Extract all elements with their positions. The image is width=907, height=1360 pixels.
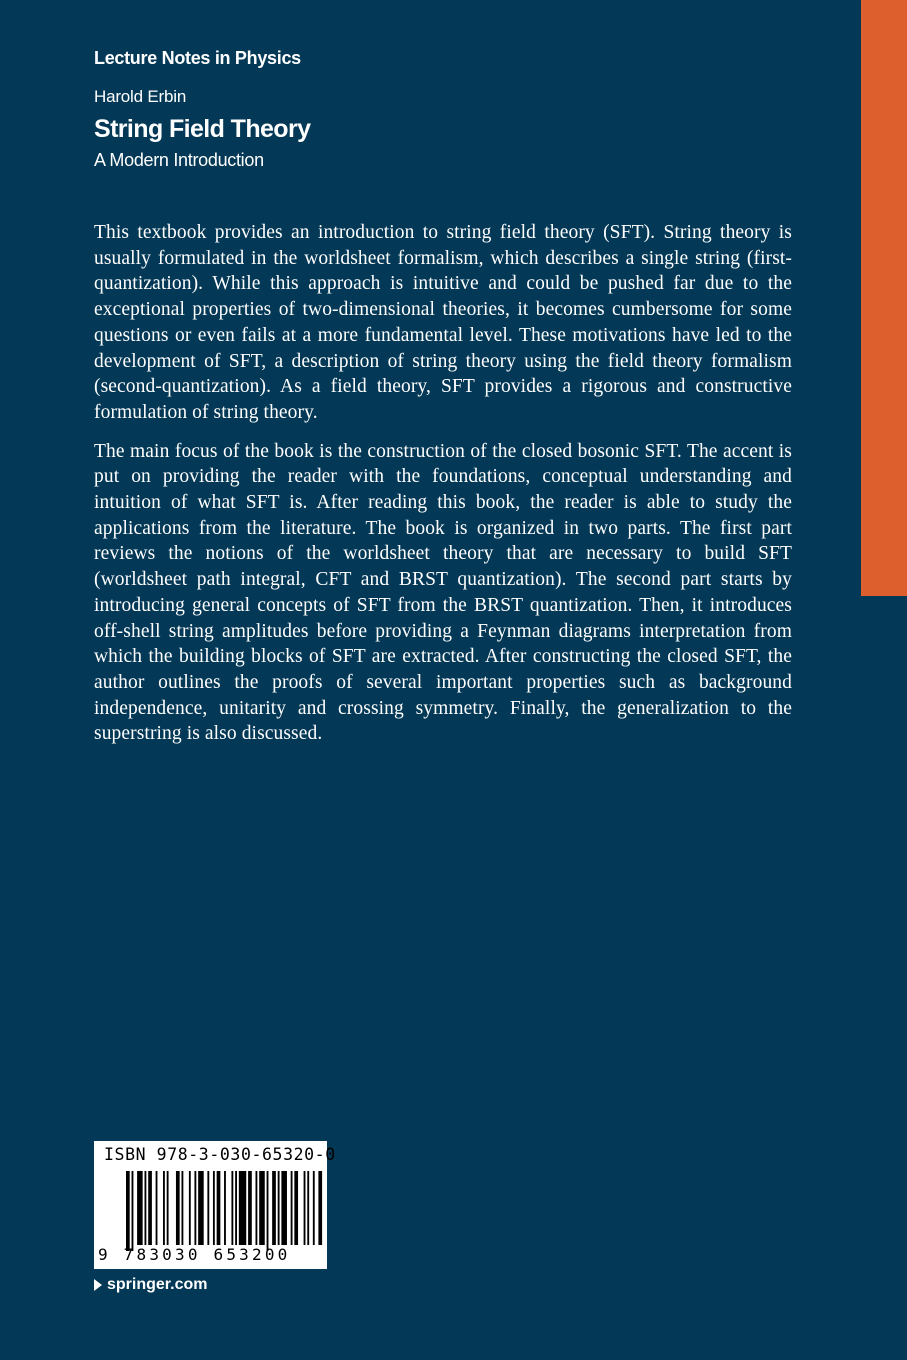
barcode-bar bbox=[194, 1171, 196, 1245]
barcode-bar bbox=[256, 1171, 258, 1245]
publisher-website-label[interactable]: springer.com bbox=[107, 1276, 208, 1293]
barcode-bar bbox=[167, 1171, 169, 1245]
barcode-bar bbox=[291, 1171, 293, 1245]
barcode-bar bbox=[259, 1171, 265, 1245]
barcode-bar bbox=[189, 1171, 191, 1245]
barcode-bar bbox=[198, 1171, 204, 1245]
barcode-bar bbox=[163, 1171, 165, 1245]
play-arrow-icon bbox=[94, 1279, 102, 1291]
barcode-bar bbox=[217, 1171, 221, 1245]
barcode-bar bbox=[224, 1171, 226, 1245]
orange-accent-strip bbox=[861, 0, 907, 596]
blurb-paragraph-2: The main focus of the book is the construction of the closed bosonic SFT. The accent is put on providing the reader with the foundations, conceptual understanding and intuition of what SFT is. After reading this book, the reader is able to study the applications from the literature. The book is organized in two parts. The first part reviews the notions of the worldsheet theory that are necessary to build SFT (worldsheet path integral, CFT and BRST quantization). The second part starts by introducing general concepts of SFT from the BRST quantization. Then, it introduces off-shell string amplitudes before providing a Feynman diagrams interpretation from which the building blocks of SFT are extracted. After constructing the closed SFT, the author outlines the proofs of several important properties such as background independence, unitarity and crossing symmetry. Finally, the generalization to the superstring is also discussed. bbox=[94, 440, 792, 745]
barcode-bar bbox=[207, 1171, 209, 1245]
blurb-paragraph-1: This textbook provides an introduction to string field theory (SFT). String theory is usually formulated in the worldsheet formalism, which describes a single string (first-quantization). While this approach is intuitive and could be pushed far due to the exceptional properties of two-dimensional theories, it becomes cumbersome for some questions or even fails at a more fundamental level. These motivations have led to the development of SFT, a description of string theory using the field theory formalism (second-quantization). As a field theory, SFT provides a rigorous and constructive formulation of string theory. bbox=[94, 222, 792, 423]
barcode-bar bbox=[307, 1171, 309, 1245]
barcode-bar bbox=[272, 1171, 276, 1245]
barcode-bar bbox=[145, 1171, 147, 1245]
barcode-bar bbox=[313, 1171, 315, 1245]
barcode-bar bbox=[294, 1171, 298, 1245]
barcode-bar bbox=[304, 1171, 306, 1245]
barcode-bar bbox=[182, 1171, 184, 1245]
barcode-digits: 9 783030 653200 bbox=[98, 1245, 291, 1264]
barcode-bar bbox=[267, 1171, 269, 1251]
barcode-bar bbox=[278, 1171, 280, 1245]
barcode-bar bbox=[132, 1171, 134, 1251]
barcode-bar bbox=[213, 1171, 215, 1245]
barcode-bar bbox=[137, 1171, 143, 1245]
barcode-bar bbox=[318, 1171, 322, 1245]
barcode-bar bbox=[176, 1171, 180, 1245]
book-subtitle: A Modern Introduction bbox=[94, 150, 264, 170]
barcode-bar bbox=[281, 1171, 287, 1245]
barcode-bar bbox=[148, 1171, 152, 1245]
isbn-barcode-box bbox=[94, 1141, 336, 1269]
publisher-website[interactable] bbox=[94, 1276, 207, 1294]
book-blurb bbox=[94, 220, 792, 760]
barcode-bar bbox=[239, 1171, 246, 1245]
book-title: String Field Theory bbox=[94, 115, 311, 143]
barcode-bar bbox=[231, 1171, 233, 1245]
barcode-bar bbox=[156, 1171, 158, 1245]
series-name: Lecture Notes in Physics bbox=[94, 48, 301, 68]
barcode-bar bbox=[248, 1171, 252, 1245]
barcode-bar bbox=[235, 1171, 237, 1245]
barcode-bar bbox=[126, 1171, 130, 1251]
isbn-label: ISBN 978-3-030-65320-0 bbox=[104, 1145, 336, 1164]
author-name: Harold Erbin bbox=[94, 87, 187, 106]
